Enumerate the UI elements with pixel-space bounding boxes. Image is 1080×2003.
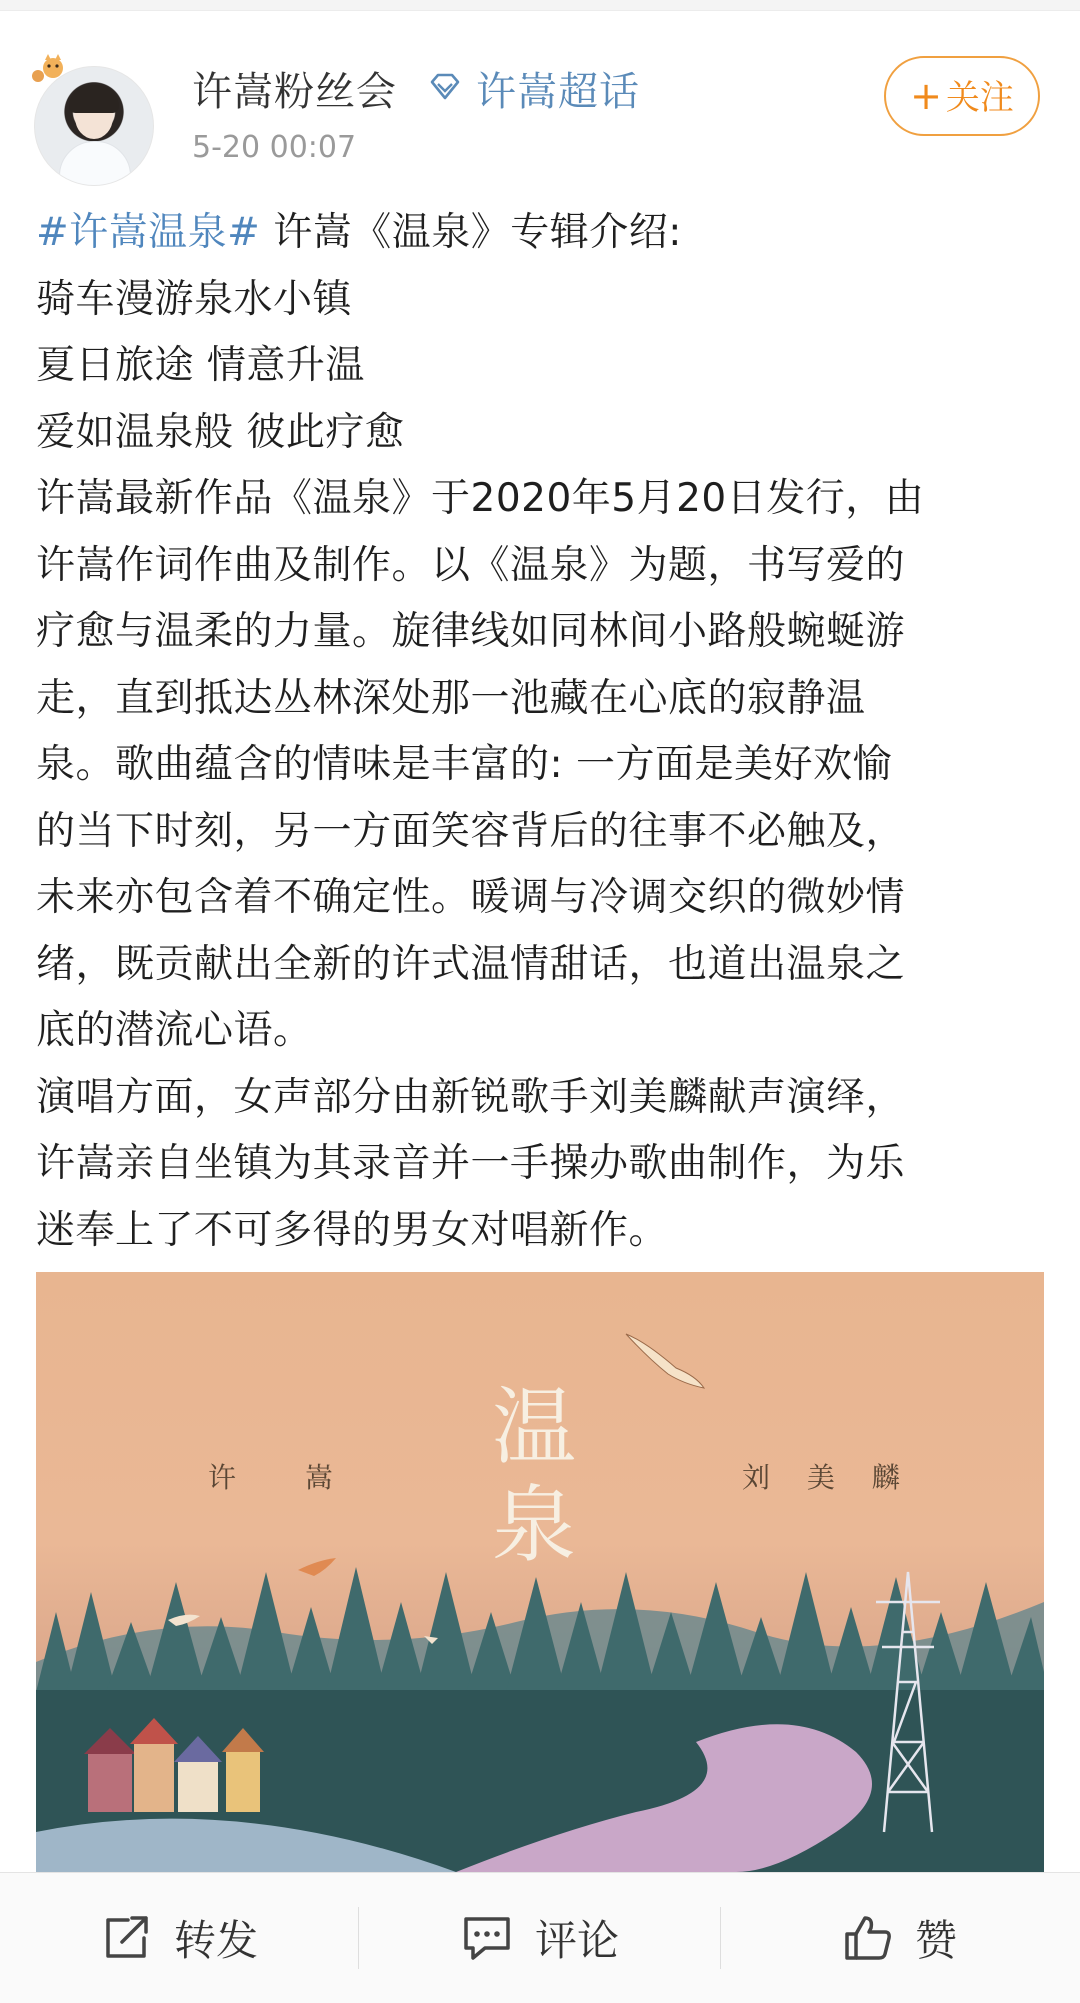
artist-name-left: 许 嵩 xyxy=(208,1461,363,1494)
paragraph-1-line: 未来亦包含着不确定性。暖调与冷调交织的微妙情 xyxy=(36,875,906,920)
follow-button[interactable] xyxy=(884,56,1040,136)
paragraph-1-line: 走，直到抵达丛林深处那一池藏在心底的寂静温 xyxy=(36,675,866,721)
avatar-shirt xyxy=(59,141,131,186)
paragraph-2-line: 迷奉上了不可多得的男女对唱新作。 xyxy=(36,1207,669,1253)
like-label: 赞 xyxy=(914,1916,957,1965)
action-bar xyxy=(0,1872,1080,2003)
post-text xyxy=(36,200,1046,1264)
follow-label: 关注 xyxy=(945,78,1014,118)
divider xyxy=(358,1907,359,1969)
comment-button[interactable] xyxy=(360,1873,720,2003)
intro-line xyxy=(36,200,1046,267)
fan-badge-icon xyxy=(28,54,68,88)
paragraph-1-line: 疗愈与温柔的力量。旋律线如同林间小路般蜿蜒游 xyxy=(36,609,906,654)
paragraph-1-line: 许嵩作词作曲及制作。以《温泉》为题，书写爱的 xyxy=(36,542,906,588)
paragraph-1-line: 底的潜流心语。 xyxy=(36,1008,313,1053)
plus-icon: + xyxy=(910,74,942,118)
post-header xyxy=(0,10,1080,190)
comment-icon xyxy=(461,1914,513,1962)
artist-name-right: 刘 美 麟 xyxy=(742,1461,914,1494)
paragraph-1-line: 的当下时刻，另一方面笑容背后的往事不必触及， xyxy=(36,808,906,854)
comment-label: 评论 xyxy=(534,1916,619,1965)
repost-button[interactable] xyxy=(0,1873,360,2003)
paragraph-1-line: 许嵩最新作品《温泉》于2020年5月20日发行，由 xyxy=(36,476,925,521)
thumbs-up-icon xyxy=(843,1914,893,1962)
author-avatar[interactable] xyxy=(34,54,154,184)
album-cover-image[interactable] xyxy=(36,1272,1044,1872)
poem-line-3: 爱如温泉般 彼此疗愈 xyxy=(36,409,405,455)
album-title-char: 泉 xyxy=(492,1476,577,1574)
super-topic-link[interactable]: 许嵩超话 xyxy=(476,69,640,115)
paragraph-2-line: 演唱方面，女声部分由新锐歌手刘美麟献声演绎， xyxy=(36,1074,906,1120)
intro-text: 许嵩《温泉》专辑介绍: xyxy=(260,210,682,255)
paragraph-1-line: 泉。歌曲蕴含的情味是丰富的: 一方面是美好欢愉 xyxy=(36,742,893,787)
post-time: 5-20 00:07 xyxy=(192,130,357,165)
diamond-icon xyxy=(428,72,462,102)
avatar-hair xyxy=(69,85,119,113)
like-button[interactable] xyxy=(720,1873,1080,2003)
paragraph-2-line: 许嵩亲自坐镇为其录音并一手操办歌曲制作，为乐 xyxy=(36,1141,906,1186)
poem-line-2: 夏日旅途 情意升温 xyxy=(36,343,365,388)
repost-label: 转发 xyxy=(173,1916,258,1965)
author-name[interactable]: 许嵩粉丝会 xyxy=(192,69,397,115)
album-title-char: 温 xyxy=(492,1378,577,1476)
hashtag-link[interactable]: #许嵩温泉# xyxy=(36,210,261,255)
poem-line-1: 骑车漫游泉水小镇 xyxy=(36,276,353,322)
paragraph-1-line: 绪，既贡献出全新的许式温情甜话，也道出温泉之 xyxy=(36,941,906,987)
share-icon xyxy=(102,1914,152,1962)
